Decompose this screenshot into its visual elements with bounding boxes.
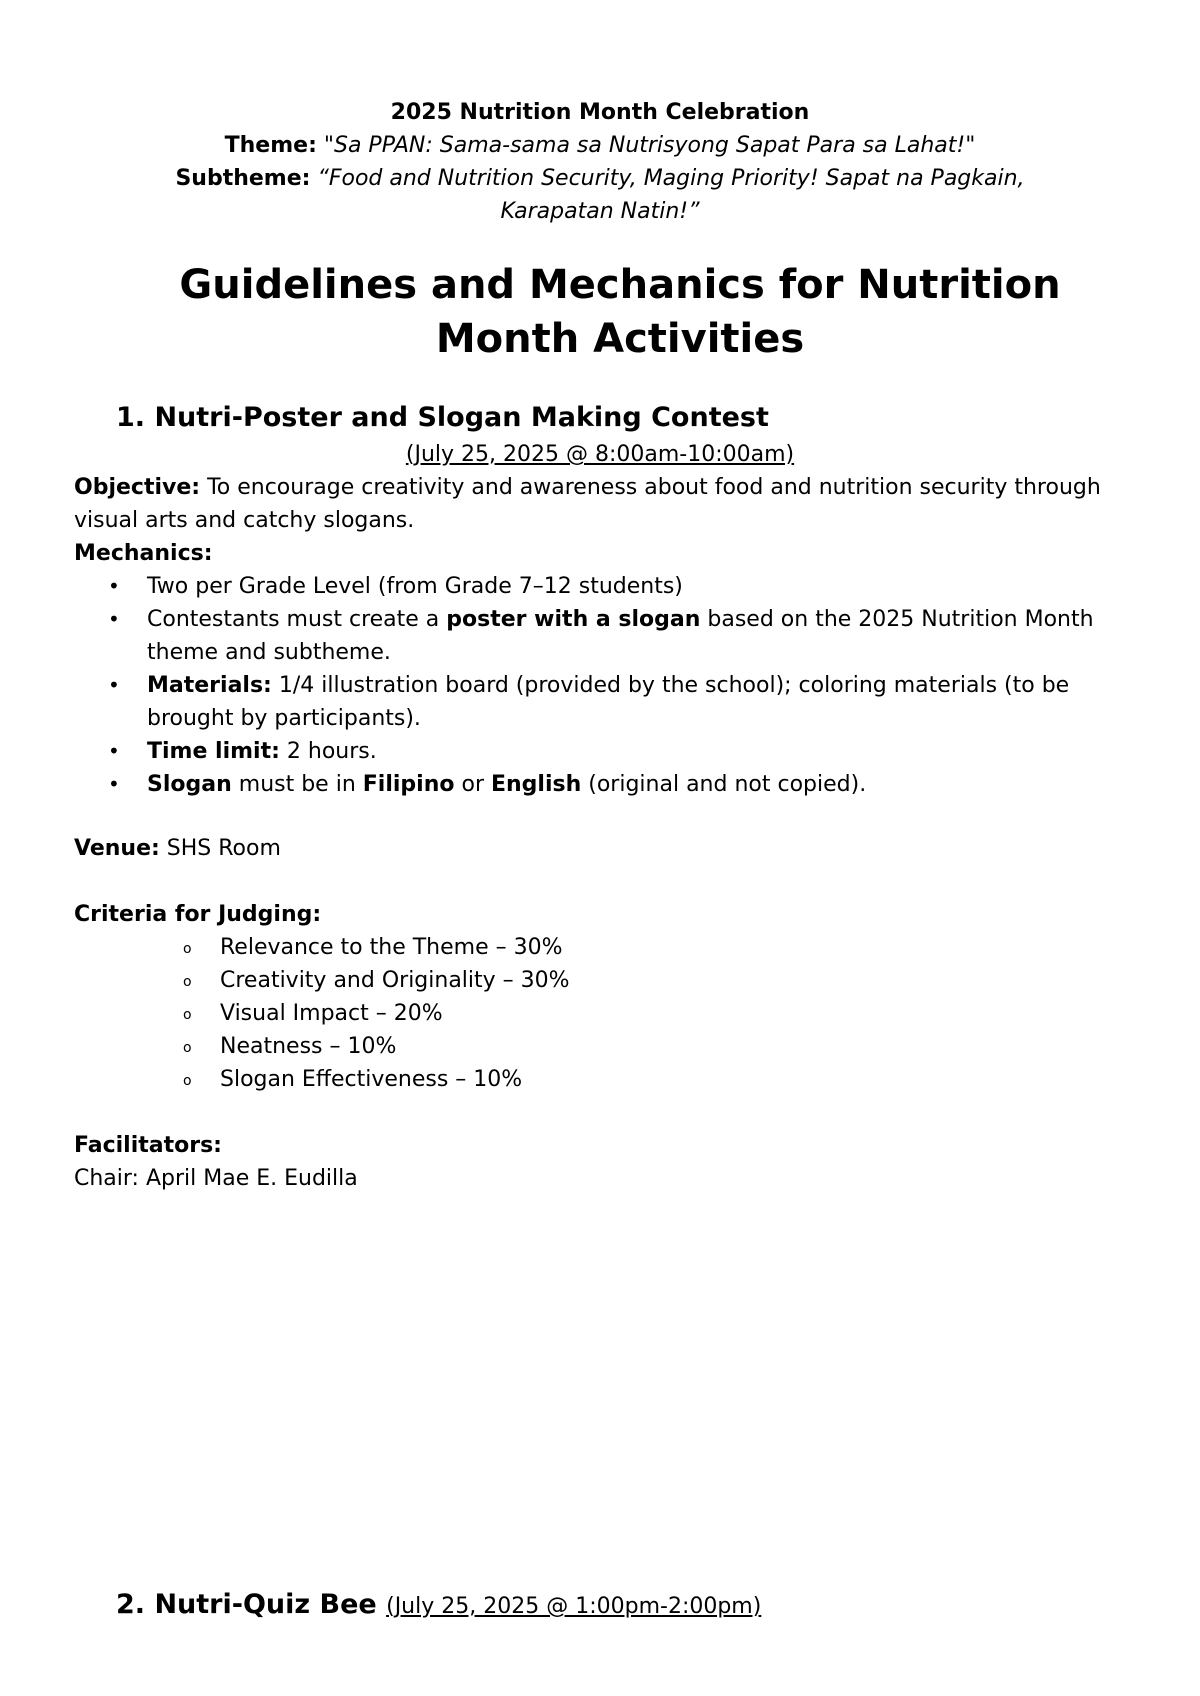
chair-line: Chair: April Mae E. Eudilla [74,1166,358,1191]
main-title-line-2: Month Activities [435,316,805,362]
list-item: o Slogan Effectiveness – 10% [180,1063,570,1096]
list-item: o Relevance to the Theme – 30% [180,931,570,964]
celebration-title: 2025 Nutrition Month Celebration [390,100,810,125]
venue-label: Venue: [74,836,160,861]
theme-label: Theme: [224,133,317,158]
main-title-line-1: Guidelines and Mechanics for Nutrition [179,262,1061,308]
list-item: o Neatness – 10% [180,1030,570,1063]
theme-line [0,129,1200,162]
bullet-icon: • [108,607,120,631]
facilitators-label: Facilitators: [74,1133,222,1158]
list-item: o Creativity and Originality – 30% [180,964,570,997]
venue-text: SHS Room [159,836,281,861]
list-item: o Visual Impact – 20% [180,997,570,1030]
section1-schedule: (July 25, 2025 @ 8:00am-10:00am) [405,442,795,467]
bullet-icon: • [108,673,120,697]
subtheme-label: Subtheme: [175,166,311,191]
section2-heading [116,1587,761,1625]
bullet-icon: • [108,772,120,796]
objective-label: Objective: [74,475,201,500]
circle-bullet-icon: o [183,1040,192,1056]
bullet-icon: • [108,574,120,598]
list-item: • Materials: 1/4 illustration board (provided by the school); coloring materials (to be brought by participants). [74,669,1144,735]
section2-title: 2. Nutri-Quiz Bee [116,1589,377,1620]
list-item: • Time limit: 2 hours. [74,735,1144,768]
circle-bullet-icon: o [183,1073,192,1089]
mechanics-label: Mechanics: [74,541,213,566]
subtheme-text-2: Karapatan Natin!” [500,199,700,224]
subtheme-line [0,162,1200,195]
criteria-label: Criteria for Judging: [74,902,322,927]
circle-bullet-icon: o [183,1007,192,1023]
objective-text: To encourage creativity and awareness about food and nutrition security through visual arts and catchy slogans. [74,475,1101,533]
subtheme-text-1: “Food and Nutrition Security, Maging Priority! Sapat na Pagkain, [317,166,1025,191]
criteria-list [180,931,570,1096]
circle-bullet-icon: o [183,974,192,990]
venue [74,832,281,865]
theme-text: "Sa PPAN: Sama-sama sa Nutrisyong Sapat Para sa Lahat!" [323,133,976,158]
list-item: • Slogan must be in Filipino or English (original and not copied). [74,768,1144,801]
circle-bullet-icon: o [183,941,192,957]
bullet-icon: • [108,739,120,763]
objective [74,471,1134,537]
mechanics-list [74,570,1144,801]
section2-schedule: (July 25, 2025 @ 1:00pm-2:00pm) [386,1594,762,1619]
list-item: • Contestants must create a poster with a slogan based on the 2025 Nutrition Month theme and subtheme. [74,603,1144,669]
section1-title: 1. Nutri-Poster and Slogan Making Contest [116,402,769,433]
list-item: • Two per Grade Level (from Grade 7–12 students) [74,570,1144,603]
